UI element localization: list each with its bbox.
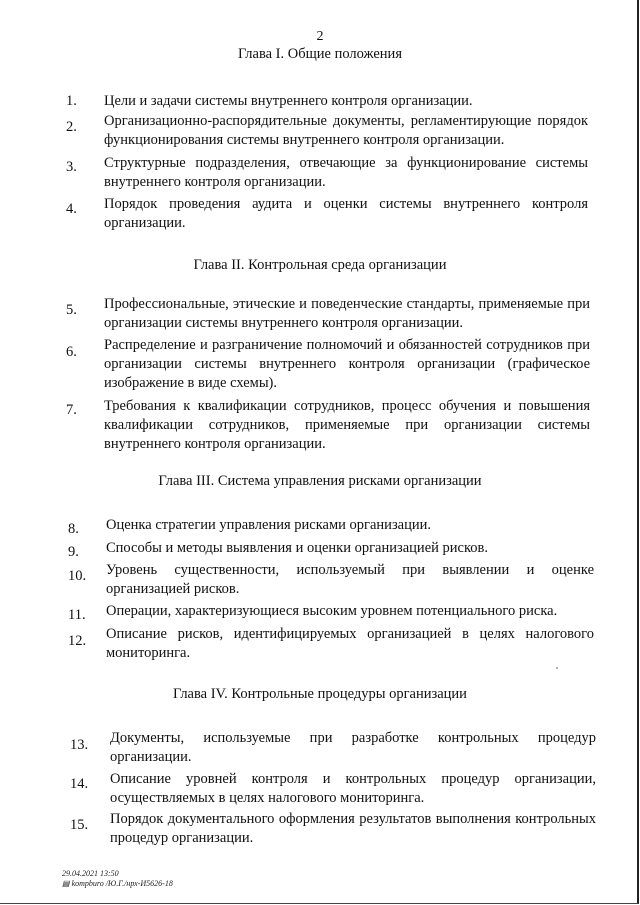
item-number: 9.	[68, 544, 79, 560]
chapter-4-title: Глава IV. Контрольные процедуры организации	[173, 686, 467, 702]
item-number: 12.	[68, 633, 87, 649]
footer-date: 29.04.2021 13:50	[62, 869, 119, 878]
item-text: Цели и задачи системы внутреннего контроля организации.	[104, 93, 473, 109]
item-text: Описание рисков, идентифицируемых организацией в целях налогового мониторинга.	[106, 626, 594, 661]
item-number: 5.	[66, 302, 77, 318]
item-number: 4.	[66, 201, 77, 217]
item-text: Уровень существенности, используемый при выявлении и оценке организацией рисков.	[106, 562, 594, 597]
chapter-2-title: Глава II. Контрольная среда организации	[193, 257, 447, 273]
item-number: 6.	[66, 344, 77, 360]
item-text: Структурные подразделения, отвечающие за функционирование системы внутреннего контроля организации.	[104, 155, 588, 190]
item-text: Описание уровней контроля и контрольных процедур организации, осуществляемых в целях налогового мониторинга.	[110, 771, 596, 806]
item-text: Операции, характеризующиеся высоким уровнем потенциального риска.	[106, 603, 558, 619]
item-text: Профессиональные, этические и поведенческие стандарты, применяемые при организации системы внутреннего контроля организации.	[104, 296, 590, 331]
document-icon: ▤	[62, 879, 70, 888]
item-text: Порядок документального оформления результатов выполнения контрольных процедур организации.	[110, 811, 596, 846]
scan-speck	[556, 667, 558, 669]
footer-source	[62, 879, 173, 888]
item-text: Документы, используемые при разработке контрольных процедур организации.	[110, 730, 596, 765]
chapter-1-title: Глава I. Общие положения	[238, 46, 402, 62]
item-number: 13.	[70, 737, 89, 753]
item-number: 14.	[70, 776, 89, 792]
item-text: Организационно-распорядительные документы, регламентирующие порядок функционирования системы внутреннего контроля организации.	[104, 113, 588, 148]
item-text: Распределение и разграничение полномочий и обязанностей сотрудников при организации системы внутреннего контроля организации (графическое изображение в виде схемы).	[104, 337, 590, 391]
item-text: Порядок проведения аудита и оценки системы внутреннего контроля организации.	[104, 196, 588, 231]
chapter-3-title: Глава III. Система управления рисками организации	[158, 473, 482, 489]
item-number: 11.	[68, 607, 86, 623]
item-number: 8.	[68, 521, 79, 537]
item-number: 1.	[66, 93, 77, 109]
item-number: 10.	[68, 568, 87, 584]
item-text: Способы и методы выявления и оценки организацией рисков.	[106, 540, 488, 556]
item-number: 3.	[66, 159, 77, 175]
page-number: 2	[316, 29, 324, 44]
item-number: 7.	[66, 402, 77, 418]
item-text: Требования к квалификации сотрудников, процесс обучения и повышения квалификации сотрудников, применяемые при организации системы внутреннего контроля организации.	[104, 398, 590, 452]
footer-source-text: kompburo /Ю.Г./нрх-И5626-18	[71, 879, 173, 888]
item-number: 2.	[66, 119, 77, 135]
item-number: 15.	[70, 817, 89, 833]
item-text: Оценка стратегии управления рисками организации.	[106, 517, 432, 533]
